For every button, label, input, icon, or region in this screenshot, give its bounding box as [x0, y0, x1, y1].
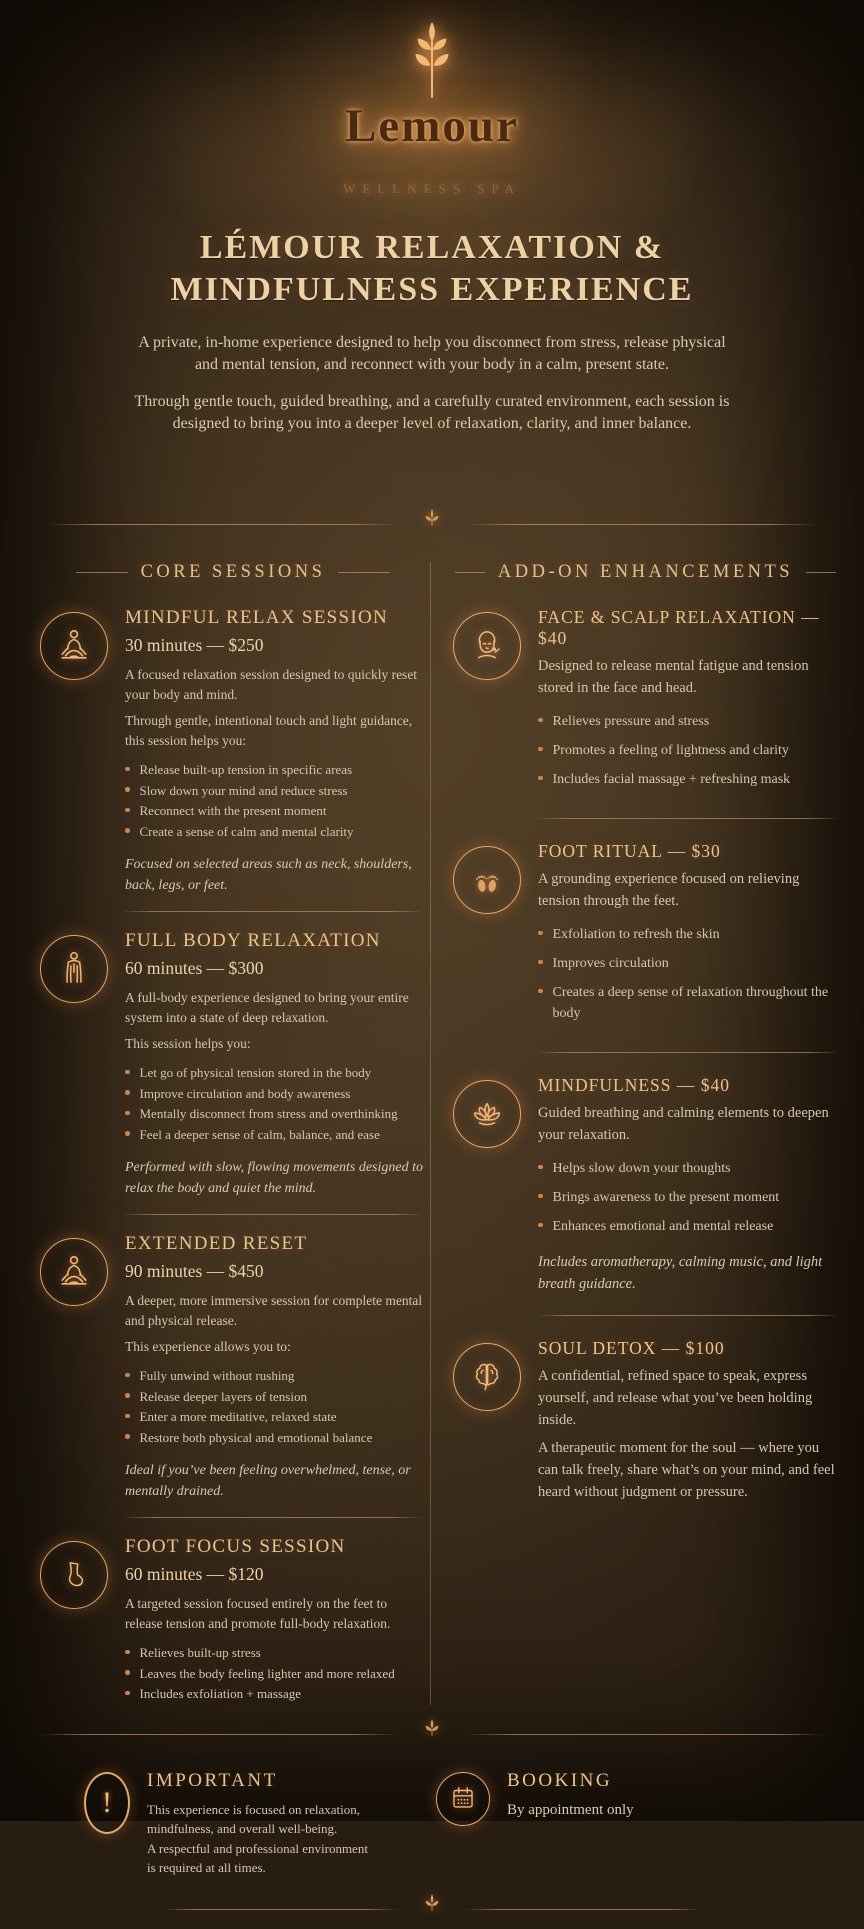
- brand-name: Lemour: [345, 100, 519, 152]
- brand-header: [0, 0, 864, 197]
- content-columns: [0, 562, 864, 1705]
- addons-column: [430, 562, 864, 1705]
- sprig-icon: [415, 1890, 449, 1929]
- important-text-line: A respectful and professional environment: [147, 1840, 368, 1856]
- divider-line: [38, 1734, 399, 1735]
- session-duration-price: 30 minutes — $250: [125, 635, 264, 656]
- bullet-dot: [538, 989, 543, 994]
- booking-block: [436, 1768, 834, 1878]
- addon-title-price: MINDFULNESS — $40: [538, 1075, 731, 1096]
- benefit-item: [125, 1684, 426, 1705]
- benefit-text: Brings awareness to the present moment: [552, 1190, 780, 1206]
- session-note: Performed with slow, flowing movements designed to relax the body and quiet the mind.: [125, 1160, 423, 1197]
- page-title-line1: LÉMOUR RELAXATION &: [199, 229, 665, 267]
- divider-line: [465, 1734, 826, 1735]
- divider-line: [465, 1909, 702, 1910]
- benefit-text: Release deeper layers of tension: [139, 1388, 307, 1404]
- description-paragraph: A targeted session focused entirely on the feet to release tension and promote full-body relaxation.: [125, 1596, 391, 1632]
- description-paragraph: A deeper, more immersive session for complete mental and physical release.: [125, 1293, 423, 1329]
- description-paragraph: A full-body experience designed to bring your entire system into a state of deep relaxation.: [125, 990, 409, 1026]
- calendar-icon: [436, 1772, 490, 1826]
- addon-content: [538, 1338, 838, 1509]
- benefit-text: Create a sense of calm and mental clarity: [139, 823, 354, 839]
- benefit-item: [125, 760, 426, 781]
- description-paragraph: A therapeutic moment for the soul — where you can talk freely, share what’s on your mind, and feel heard without judgment or pressure.: [538, 1440, 835, 1501]
- booking-title: BOOKING: [507, 1769, 613, 1791]
- benefit-list: [125, 760, 426, 842]
- footer: [0, 1754, 864, 1878]
- benefit-text: Release built-up tension in specific areas: [139, 762, 353, 778]
- benefit-item: [125, 1104, 426, 1125]
- booking-content: [507, 1768, 634, 1878]
- description-paragraph: Through gentle, intentional touch and light guidance, this session helps you:: [125, 713, 413, 749]
- booking-note: By appointment only: [507, 1801, 634, 1818]
- benefit-item: [125, 781, 426, 802]
- session-row: [40, 1536, 426, 1705]
- session-content: [125, 1233, 426, 1502]
- exclamation-icon: [84, 1772, 130, 1834]
- benefit-item: [538, 740, 838, 761]
- session-list: [40, 607, 426, 1705]
- benefit-text: Leaves the body feeling lighter and more relaxed: [139, 1665, 395, 1681]
- section-divider: [538, 1052, 838, 1053]
- addon-row: [453, 1075, 838, 1295]
- leaf-divider: [162, 1890, 702, 1929]
- sprig-icon: [415, 1715, 449, 1754]
- addon-block: [453, 1315, 838, 1509]
- session-block: [40, 607, 426, 896]
- session-description: [125, 1594, 426, 1634]
- sock-icon: [40, 1541, 108, 1609]
- session-title: FOOT FOCUS SESSION: [125, 1536, 346, 1558]
- header-dash: [76, 572, 128, 573]
- benefit-item: [538, 953, 838, 974]
- divider-line: [46, 524, 399, 525]
- meditation-icon: [40, 1238, 108, 1306]
- benefit-text: Feel a deeper sense of calm, balance, and ease: [139, 1126, 380, 1142]
- benefit-item: [125, 1664, 426, 1685]
- session-content: [125, 1536, 426, 1705]
- bullet-dot: [538, 1194, 543, 1199]
- section-divider: [124, 911, 422, 912]
- benefit-item: [125, 1428, 426, 1449]
- face-icon: [453, 612, 521, 680]
- bullet-dot: [125, 1131, 130, 1136]
- session-block: [40, 911, 426, 1199]
- bullet-dot: [125, 1111, 130, 1116]
- lotus-icon: [453, 1080, 521, 1148]
- addon-row: [453, 1338, 838, 1509]
- bullet-dot: [538, 747, 543, 752]
- benefit-text: Let go of physical tension stored in the body: [139, 1065, 372, 1081]
- benefit-item: [538, 711, 838, 732]
- session-duration-price: 60 minutes — $120: [125, 1564, 264, 1585]
- addons-heading: ADD-ON ENHANCEMENTS: [497, 562, 794, 583]
- brain-icon: [453, 1343, 521, 1411]
- header-dash: [455, 572, 485, 573]
- important-text-line: mindfulness, and overall well-being.: [147, 1821, 338, 1837]
- divider-line: [162, 1909, 399, 1910]
- benefit-text: Improve circulation and body awareness: [139, 1085, 351, 1101]
- addon-content: [538, 841, 838, 1032]
- leaf-divider: [38, 1715, 826, 1754]
- benefit-list: [125, 1366, 426, 1448]
- session-block: [40, 1214, 426, 1502]
- addon-content: [538, 607, 838, 798]
- description-paragraph: This experience allows you to:: [125, 1339, 291, 1355]
- benefit-list: [538, 1158, 838, 1237]
- addon-note: Includes aromatherapy, calming music, and light breath guidance.: [538, 1254, 823, 1293]
- bullet-dot: [538, 776, 543, 781]
- session-duration-price: 90 minutes — $450: [125, 1261, 264, 1282]
- benefit-text: Enhances emotional and mental release: [552, 1219, 774, 1235]
- section-divider: [538, 818, 838, 819]
- session-row: [40, 607, 426, 896]
- session-note: Focused on selected areas such as neck, shoulders, back, legs, or feet.: [125, 857, 412, 894]
- benefit-list: [125, 1063, 426, 1145]
- addon-title-price: FACE & SCALP RELAXATION — $40: [538, 607, 820, 649]
- bullet-dot: [538, 960, 543, 965]
- session-content: [125, 930, 426, 1199]
- benefit-text: Enter a more meditative, relaxed state: [139, 1409, 337, 1425]
- addon-description: [538, 1365, 838, 1503]
- important-text-line: is required at all times.: [147, 1860, 266, 1876]
- addon-row: [453, 841, 838, 1032]
- session-title: FULL BODY RELAXATION: [125, 930, 381, 952]
- addon-list: [453, 607, 838, 1509]
- benefit-text: Reconnect with the present moment: [139, 803, 327, 819]
- bullet-dot: [125, 1650, 130, 1655]
- description-paragraph: A grounding experience focused on relieving tension through the feet.: [538, 871, 800, 910]
- benefit-list: [538, 924, 838, 1024]
- core-sessions-column: [0, 562, 430, 1705]
- benefit-text: Improves circulation: [552, 956, 669, 972]
- benefit-item: [538, 1187, 838, 1208]
- page-title: [0, 227, 864, 311]
- session-note: Ideal if you’ve been feeling overwhelmed, tense, or mentally drained.: [125, 1463, 411, 1500]
- section-divider: [538, 1315, 838, 1316]
- addons-header: [453, 562, 838, 583]
- leaf-divider: [46, 505, 818, 544]
- bullet-dot: [125, 1373, 130, 1378]
- section-divider: [124, 1214, 422, 1215]
- session-duration-price: 60 minutes — $300: [125, 958, 264, 979]
- benefit-item: [125, 1366, 426, 1387]
- page-title-line2: MINDFULNESS EXPERIENCE: [170, 271, 694, 309]
- leaf-logo-icon: [395, 85, 469, 102]
- addon-row: [453, 607, 838, 798]
- benefit-text: Includes facial massage + refreshing mask: [552, 772, 791, 788]
- addon-description: [538, 868, 838, 912]
- benefit-item: [125, 1125, 426, 1146]
- intro-paragraph: A private, in-home experience designed to help you disconnect from stress, release physical and mental tension, and reconnect with your body in a calm, present state.: [138, 334, 726, 374]
- footprints-icon: [453, 846, 521, 914]
- important-block: [84, 1768, 436, 1878]
- bullet-dot: [125, 1090, 130, 1095]
- benefit-item: [125, 801, 426, 822]
- session-block: [40, 1517, 426, 1705]
- bullet-dot: [125, 1691, 130, 1696]
- session-title: MINDFUL RELAX SESSION: [125, 607, 389, 629]
- benefit-list: [538, 711, 838, 790]
- core-sessions-header: [40, 562, 426, 583]
- description-paragraph: Designed to release mental fatigue and tension stored in the face and head.: [538, 658, 809, 697]
- important-text: [147, 1800, 368, 1878]
- benefit-text: Restore both physical and emotional balance: [139, 1429, 373, 1445]
- meditation-icon: [40, 612, 108, 680]
- addon-description: [538, 655, 838, 699]
- important-text-line: This experience is focused on relaxation,: [147, 1801, 360, 1817]
- benefit-text: Slow down your mind and reduce stress: [139, 782, 348, 798]
- session-description: [125, 1291, 426, 1357]
- benefit-text: Helps slow down your thoughts: [552, 1161, 731, 1177]
- addon-block: [453, 607, 838, 798]
- addon-title-price: FOOT RITUAL — $30: [538, 841, 721, 862]
- benefit-item: [125, 1643, 426, 1664]
- sprig-icon: [415, 505, 449, 544]
- addon-block: [453, 818, 838, 1032]
- bullet-dot: [538, 1165, 543, 1170]
- addon-title-price: SOUL DETOX — $100: [538, 1338, 725, 1359]
- bullet-dot: [125, 828, 130, 833]
- addon-description: [538, 1102, 838, 1146]
- benefit-item: [125, 822, 426, 843]
- brand-tagline: WELLNESS SPA: [343, 181, 521, 197]
- bullet-dot: [538, 931, 543, 936]
- session-title: EXTENDED RESET: [125, 1233, 308, 1255]
- session-row: [40, 930, 426, 1199]
- important-content: [147, 1768, 368, 1878]
- session-description: [125, 988, 426, 1054]
- bullet-dot: [538, 718, 543, 723]
- benefit-item: [538, 982, 838, 1024]
- benefit-text: Creates a deep sense of relaxation throughout the body: [552, 985, 829, 1022]
- benefit-item: [125, 1084, 426, 1105]
- bullet-dot: [125, 1414, 130, 1419]
- benefit-item: [125, 1063, 426, 1084]
- session-content: [125, 607, 426, 896]
- benefit-item: [538, 1158, 838, 1179]
- bullet-dot: [125, 787, 130, 792]
- addon-content: [538, 1075, 838, 1295]
- bullet-dot: [125, 1434, 130, 1439]
- benefit-item: [125, 1387, 426, 1408]
- benefit-text: Includes exfoliation + massage: [139, 1686, 301, 1702]
- description-paragraph: This session helps you:: [125, 1036, 251, 1052]
- bullet-dot: [125, 767, 130, 772]
- description-paragraph: A confidential, refined space to speak, express yourself, and release what you’ve been holding inside.: [538, 1368, 813, 1429]
- benefit-text: Exfoliation to refresh the skin: [552, 927, 720, 943]
- body-icon: [40, 935, 108, 1003]
- description-paragraph: A focused relaxation session designed to quickly reset your body and mind.: [125, 667, 418, 703]
- bullet-dot: [125, 808, 130, 813]
- benefit-text: Relieves built-up stress: [139, 1645, 261, 1661]
- addon-block: [453, 1052, 838, 1295]
- benefit-item: [538, 1216, 838, 1237]
- bullet-dot: [125, 1070, 130, 1075]
- benefit-item: [538, 769, 838, 790]
- session-description: [125, 665, 426, 751]
- header-dash: [338, 572, 390, 573]
- benefit-text: Fully unwind without rushing: [139, 1368, 295, 1384]
- core-sessions-heading: CORE SESSIONS: [140, 562, 326, 583]
- bullet-dot: [125, 1393, 130, 1398]
- benefit-item: [125, 1407, 426, 1428]
- benefit-text: Mentally disconnect from stress and overthinking: [139, 1106, 398, 1122]
- exclamation-glyph: !: [102, 1785, 112, 1819]
- benefit-text: Promotes a feeling of lightness and clarity: [552, 743, 789, 759]
- divider-line: [465, 524, 818, 525]
- intro-paragraph: Through gentle touch, guided breathing, and a carefully curated environment, each session is designed to bring you into a deeper level of relaxation, clarity, and inner balance.: [134, 393, 730, 433]
- session-row: [40, 1233, 426, 1502]
- important-title: IMPORTANT: [147, 1769, 278, 1791]
- bullet-dot: [538, 1223, 543, 1228]
- section-divider: [124, 1517, 422, 1518]
- benefit-text: Relieves pressure and stress: [552, 714, 710, 730]
- benefit-item: [538, 924, 838, 945]
- header-dash: [806, 572, 836, 573]
- description-paragraph: Guided breathing and calming elements to deepen your relaxation.: [538, 1105, 829, 1144]
- bullet-dot: [125, 1670, 130, 1675]
- benefit-list: [125, 1643, 426, 1705]
